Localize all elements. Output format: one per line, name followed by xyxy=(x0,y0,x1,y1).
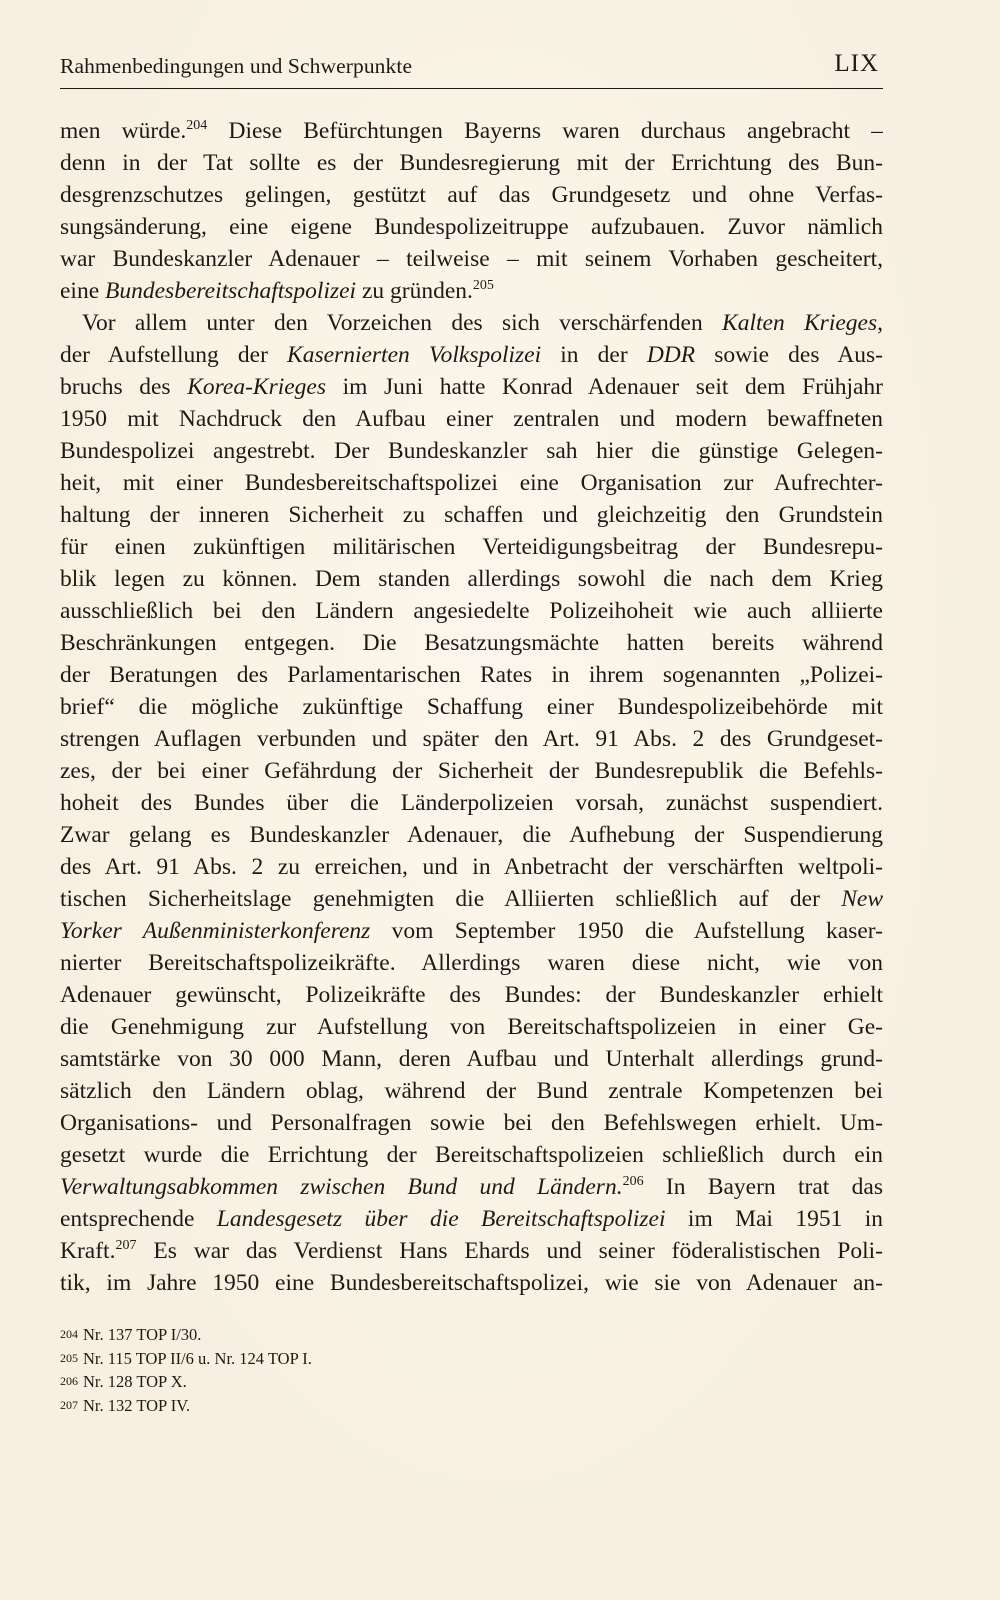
text-run: denn in der Tat sollte es der Bundesregierung mit der Errichtung des Bun- xyxy=(60,150,883,176)
text-line xyxy=(60,595,883,627)
text-run: in der xyxy=(541,342,647,368)
text-line xyxy=(60,403,883,435)
italic-run: Landesgesetz über die Bereitschaftspolizei xyxy=(216,1206,666,1232)
italic-run: Yorker Außenministerkonferenz xyxy=(60,918,371,944)
text-line xyxy=(60,755,883,787)
text-run: ausschließlich bei den Ländern angesiedelte Polizeihoheit wie auch alliierte xyxy=(60,598,883,624)
text-line xyxy=(60,1107,883,1139)
text-line xyxy=(60,179,883,211)
text-line xyxy=(60,883,883,915)
text-line xyxy=(60,531,883,563)
text-line xyxy=(60,499,883,531)
footnote xyxy=(60,1323,560,1347)
text-run: der Beratungen des Parlamentarischen Rates in ihrem sogenannten „Polizei- xyxy=(60,662,883,688)
text-line xyxy=(60,435,883,467)
text-line xyxy=(60,979,883,1011)
italic-run: Korea-Krieges xyxy=(187,374,326,400)
text-line xyxy=(60,691,883,723)
text-line xyxy=(60,467,883,499)
text-line xyxy=(60,1267,883,1299)
text-line xyxy=(60,147,883,179)
text-line xyxy=(60,1075,883,1107)
text-run: zu gründen. xyxy=(356,278,473,304)
text-run: Vor allem unter den Vorzeichen des sich verschärfenden xyxy=(82,310,723,336)
text-run: brief“ die mögliche zukünftige Schaffung einer Bundespolizeibehörde mit xyxy=(60,694,883,720)
footnote-text: Nr. 128 TOP X. xyxy=(83,1372,187,1391)
text-run: des Art. 91 Abs. 2 zu erreichen, und in Anbetracht der verschärften weltpoli- xyxy=(60,854,883,880)
text-line xyxy=(60,1171,883,1203)
text-run: desgrenzschutzes gelingen, gestützt auf das Grundgesetz und ohne Verfas- xyxy=(60,182,883,208)
footnote xyxy=(60,1370,560,1394)
italic-run: Verwaltungsabkommen zwischen Bund und Ländern. xyxy=(60,1174,623,1200)
text-run: nierter Bereitschaftspolizeikräfte. Allerdings waren diese nicht, wie von xyxy=(60,950,883,976)
text-run: In Bayern trat das xyxy=(643,1174,883,1200)
text-run: strengen Auflagen verbunden und später den Art. 91 Abs. 2 des Grundgeset- xyxy=(60,726,883,752)
text-run: blik legen zu können. Dem standen allerdings sowohl die nach dem Krieg xyxy=(60,566,883,592)
text-run: bruchs des xyxy=(60,374,188,400)
text-line xyxy=(60,1203,883,1235)
italic-run: Bundesbereitschaftspolizei xyxy=(105,278,357,304)
footnote-reference: 204 xyxy=(186,118,208,133)
text-run: zes, der bei einer Gefährdung der Sicherheit der Bundesrepublik die Befehls- xyxy=(60,758,883,784)
text-line xyxy=(60,115,883,147)
footnote-text: Nr. 132 TOP IV. xyxy=(83,1395,191,1415)
footnote-number: 207 xyxy=(60,1397,78,1412)
body-text xyxy=(60,115,883,1299)
text-run: der Aufstellung der xyxy=(60,342,288,368)
text-run: sungsänderung, eine eigene Bundespolizeitruppe aufzubauen. Zuvor nämlich xyxy=(60,214,883,240)
footnote xyxy=(60,1347,560,1371)
text-run: , xyxy=(877,310,883,336)
italic-run: Kalten Krieges xyxy=(722,310,878,336)
text-line xyxy=(60,787,883,819)
footnote-reference: 207 xyxy=(115,1238,137,1253)
text-run: sätzlich den Ländern oblag, während der Bund zentrale Kompetenzen bei xyxy=(60,1078,883,1104)
text-run: vom September 1950 die Aufstellung kaser- xyxy=(370,918,883,944)
text-run: Diese Befürchtungen Bayerns waren durchaus angebracht – xyxy=(207,118,883,144)
text-run: 1950 mit Nachdruck den Aufbau einer zentralen und modern bewaffneten xyxy=(60,406,883,432)
running-title: Rahmenbedingungen und Schwerpunkte xyxy=(60,54,413,78)
text-line xyxy=(60,211,883,243)
footnote-text: Nr. 137 TOP I/30. xyxy=(83,1325,202,1344)
text-run: men würde. xyxy=(60,118,187,144)
text-run: für einen zukünftigen militärischen Verteidigungsbeitrag der Bundesrepu- xyxy=(60,534,883,560)
text-run: die Genehmigung zur Aufstellung von Bereitschaftspolizeien in einer Ge- xyxy=(60,1014,883,1040)
text-run: war Bundeskanzler Adenauer – teilweise – mit seinem Vorhaben gescheitert, xyxy=(60,246,883,272)
footnote-number: 204 xyxy=(60,1327,78,1341)
text-line xyxy=(60,1011,883,1043)
footnote-reference: 206 xyxy=(622,1174,644,1189)
running-header xyxy=(60,44,883,89)
text-line xyxy=(60,275,883,307)
text-run: samtstärke von 30 000 Mann, deren Aufbau und Unterhalt allerdings grund- xyxy=(60,1046,883,1072)
text-run: Beschränkungen entgegen. Die Besatzungsmächte hatten bereits während xyxy=(60,630,883,656)
text-run: eine xyxy=(60,278,106,304)
text-run: Adenauer gewünscht, Polizeikräfte des Bundes: der Bundeskanzler erhielt xyxy=(60,982,883,1008)
text-run: Zwar gelang es Bundeskanzler Adenauer, die Aufhebung der Suspendierung xyxy=(60,822,883,848)
text-line xyxy=(60,243,883,275)
text-line xyxy=(60,339,883,371)
text-line xyxy=(60,1235,883,1267)
footnote-text: Nr. 115 TOP II/6 u. Nr. 124 TOP I. xyxy=(83,1348,312,1368)
text-run: sowie des Aus- xyxy=(695,342,883,368)
text-line xyxy=(60,851,883,883)
italic-run: Kasernierten Volkspolizei xyxy=(287,342,542,368)
italic-run: New xyxy=(841,886,883,912)
text-line xyxy=(60,1139,883,1171)
text-run: Organisations- und Personalfragen sowie bei den Befehlswegen erhielt. Um- xyxy=(60,1110,883,1136)
text-run: haltung der inneren Sicherheit zu schaffen und gleichzeitig den Grundstein xyxy=(60,502,883,528)
text-run: Kraft. xyxy=(60,1238,116,1264)
text-line xyxy=(60,563,883,595)
text-run: Bundespolizei angestrebt. Der Bundeskanzler sah hier die günstige Gelegen- xyxy=(60,438,883,464)
text-run: tischen Sicherheitslage genehmigten die Alliierten schließlich auf der xyxy=(60,886,842,912)
footnote xyxy=(60,1394,560,1418)
text-line xyxy=(60,371,883,403)
text-line xyxy=(60,659,883,691)
text-line xyxy=(60,723,883,755)
text-line xyxy=(60,915,883,947)
text-line xyxy=(60,1043,883,1075)
text-run: tik, im Jahre 1950 eine Bundesbereitschaftspolizei, wie sie von Adenauer an- xyxy=(60,1270,883,1296)
footnote-number: 205 xyxy=(60,1350,78,1365)
text-run: entsprechende xyxy=(60,1206,217,1232)
footnote-reference: 205 xyxy=(472,278,494,293)
text-line xyxy=(60,627,883,659)
text-run: Es war das Verdienst Hans Ehards und seiner föderalistischen Poli- xyxy=(136,1238,883,1264)
footnotes xyxy=(60,1323,560,1417)
page-number: LIX xyxy=(834,50,879,77)
text-line xyxy=(60,947,883,979)
text-run: heit, mit einer Bundesbereitschaftspolizei eine Organisation zur Aufrechter- xyxy=(60,470,883,496)
italic-run: DDR xyxy=(646,342,696,368)
text-run: gesetzt wurde die Errichtung der Bereitschaftspolizeien schließlich durch ein xyxy=(60,1142,883,1168)
footnote-number: 206 xyxy=(60,1374,78,1388)
text-run: im Mai 1951 in xyxy=(665,1206,883,1232)
text-run: im Juni hatte Konrad Adenauer seit dem Frühjahr xyxy=(326,374,883,400)
text-line xyxy=(60,819,883,851)
text-line xyxy=(60,307,883,339)
text-run: hoheit des Bundes über die Länderpolizeien vorsah, zunächst suspendiert. xyxy=(60,790,883,816)
